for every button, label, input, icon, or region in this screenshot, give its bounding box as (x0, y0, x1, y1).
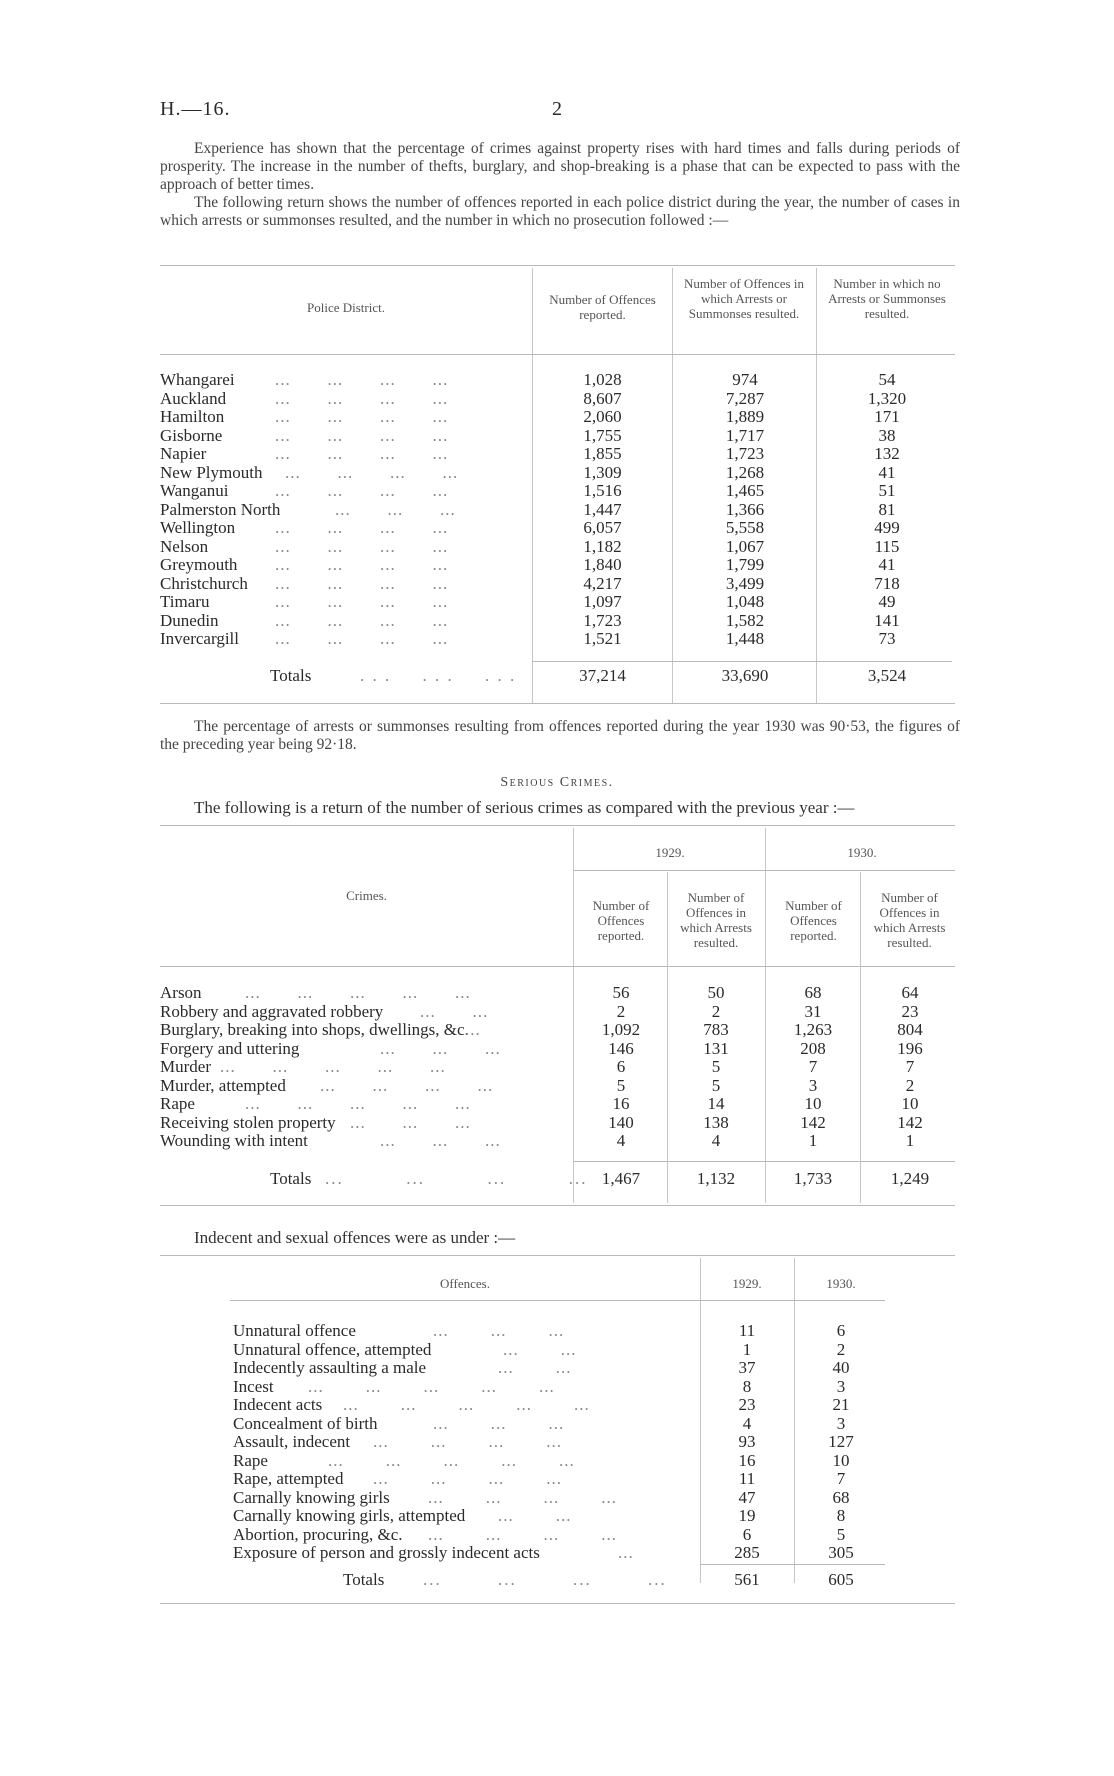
no-arrests-value: 115 (874, 536, 900, 556)
value-1929: 23 (738, 1395, 756, 1414)
table-row (160, 630, 955, 649)
reported-1930-value: 7 (808, 1057, 818, 1076)
reported-value: 1,028 (583, 370, 622, 389)
value-1929: 16 (738, 1450, 756, 1470)
value-1929: 285 (734, 1543, 760, 1562)
leader-dots: ... ... ... ... (320, 1075, 494, 1095)
district-name: Dunedin (160, 610, 219, 630)
percentage-paragraph: The percentage of arrests or summonses resulting from offences reported during the year 1930 was 90·53, the figures of the preceding year being 92·18. (160, 718, 960, 753)
offence-name: Exposure of person and grossly indecent acts (233, 1543, 540, 1562)
leader-dots: ... ... ... (380, 1038, 501, 1058)
reported-value: 1,723 (583, 610, 622, 630)
arrests-value: 1,067 (725, 536, 765, 556)
arrests-1929-value: 2 (711, 1001, 721, 1021)
reported-1929-value: 146 (608, 1038, 634, 1058)
arrests-1930-value: 196 (897, 1038, 923, 1058)
district-name: Napier (160, 444, 207, 463)
totals-label: Totals (270, 666, 312, 685)
col-header-1929-arrests: Number of Offences in which Arrests resulted. (680, 890, 752, 950)
arrests-value: 7,287 (725, 388, 765, 408)
value-1930: 305 (828, 1543, 854, 1562)
document-reference: H.—16. (160, 98, 231, 120)
leader-dots: ... (465, 1020, 481, 1039)
offence-name: Carnally knowing girls, attempted (233, 1506, 466, 1525)
value-1930: 40 (832, 1358, 850, 1377)
table-row (160, 1077, 955, 1096)
col-header-district: Police District. (307, 300, 385, 315)
no-arrests-value: 38 (878, 425, 896, 445)
district-name: Invercargill (160, 629, 239, 648)
reported-1929-value: 5 (616, 1075, 626, 1095)
value-1929: 6 (742, 1524, 752, 1544)
leader-dots: ... ... ... (433, 1413, 565, 1433)
serious-total-1929-arrests: 1,132 (696, 1169, 736, 1188)
reported-value: 8,607 (583, 388, 622, 408)
district-name: Gisborne (160, 425, 223, 445)
reported-value: 1,516 (583, 481, 622, 500)
reported-1930-value: 68 (804, 983, 822, 1002)
leader-dots: ... ... ... ... (275, 388, 449, 408)
arrests-1929-value: 5 (711, 1075, 721, 1095)
value-1930: 21 (832, 1395, 850, 1414)
year-header-1929: 1929. (655, 845, 685, 860)
no-arrests-value: 51 (878, 481, 896, 500)
crime-name: Arson (160, 983, 202, 1002)
reported-value: 1,755 (583, 425, 622, 445)
district-name: Whangarei (160, 370, 235, 389)
reported-1929-value: 56 (612, 983, 630, 1002)
indecent-rows (233, 1322, 888, 1563)
col-header-crimes: Crimes. (346, 888, 387, 903)
col-header-reported: Number of Offences reported. (549, 292, 656, 322)
no-arrests-value: 41 (878, 555, 896, 574)
table-row (160, 984, 955, 1003)
reported-1930-value: 3 (808, 1075, 818, 1095)
table-row (160, 612, 955, 631)
table-row (160, 519, 955, 538)
crime-name: Forgery and uttering (160, 1038, 300, 1058)
table-row (233, 1359, 888, 1378)
value-1930: 7 (836, 1469, 846, 1488)
arrests-value: 3,499 (725, 573, 765, 593)
table-row (160, 1095, 955, 1114)
arrests-1930-value: 10 (901, 1094, 919, 1113)
table-row (160, 538, 955, 557)
reported-value: 6,057 (583, 518, 622, 537)
leader-dots: ... ... ... ... (275, 536, 449, 556)
leader-dots: ... ... ... (335, 499, 456, 519)
reported-1930-value: 10 (804, 1094, 822, 1113)
serious-totals-label: Totals (270, 1169, 312, 1188)
leader-dots: ... ... ... ... ... (328, 1450, 575, 1470)
col-header-1930-arrests: Number of Offences in which Arrests resulted. (873, 890, 946, 950)
table-row (160, 390, 955, 409)
table-row (233, 1378, 888, 1397)
leader-dots: ... ... ... ... (275, 592, 449, 611)
district-name: Greymouth (160, 555, 238, 574)
arrests-value: 1,465 (725, 481, 765, 500)
total-arrests: 33,690 (721, 666, 769, 685)
arrests-value: 1,048 (725, 592, 765, 611)
offence-name: Incest (233, 1376, 274, 1396)
arrests-1929-value: 4 (711, 1131, 721, 1150)
value-1930: 5 (836, 1524, 846, 1544)
offence-name: Indecently assaulting a male (233, 1358, 427, 1377)
value-1929: 1 (742, 1339, 752, 1359)
reported-1930-value: 208 (800, 1038, 826, 1058)
no-arrests-value: 171 (874, 407, 900, 426)
district-name: New Plymouth (160, 462, 263, 482)
police-rows (160, 371, 955, 649)
table-row (233, 1322, 888, 1341)
arrests-value: 1,799 (725, 555, 765, 574)
intro-text (160, 140, 960, 230)
arrests-value: 1,448 (725, 629, 765, 648)
leader-dots: ... ... (503, 1339, 577, 1359)
serious-total-1930-arrests: 1,249 (890, 1169, 930, 1188)
arrests-1930-value: 2 (905, 1075, 915, 1095)
page-number: 2 (552, 98, 562, 120)
table-row (160, 445, 955, 464)
district-name: Timaru (160, 592, 210, 611)
arrests-1929-value: 138 (703, 1112, 729, 1132)
table-row (160, 1003, 955, 1022)
reported-value: 1,521 (583, 629, 622, 648)
arrests-value: 1,889 (725, 407, 765, 426)
crime-name: Murder (160, 1057, 211, 1076)
table-row (160, 371, 955, 390)
table-row (160, 427, 955, 446)
reported-1929-value: 4 (616, 1131, 626, 1150)
leader-dots: ... ... ... ... (275, 518, 449, 537)
total-reported: 37,214 (579, 666, 626, 685)
reported-1929-value: 2 (616, 1001, 626, 1021)
district-name: Wellington (160, 518, 236, 537)
reported-value: 1,097 (583, 592, 622, 611)
value-1929: 11 (738, 1321, 756, 1340)
table-row (233, 1452, 888, 1471)
table-row (233, 1489, 888, 1508)
arrests-1929-value: 5 (711, 1057, 721, 1076)
leader-dots: ... ... ... ... (373, 1432, 562, 1451)
reported-value: 4,217 (583, 573, 622, 593)
value-1930: 2 (836, 1339, 846, 1359)
arrests-1930-value: 1 (905, 1131, 915, 1150)
offence-name: Abortion, procuring, &c. (233, 1524, 403, 1544)
arrests-1929-value: 783 (703, 1020, 729, 1039)
offence-name: Unnatural offence (233, 1321, 356, 1340)
offence-name: Unnatural offence, attempted (233, 1339, 432, 1359)
offence-name: Carnally knowing girls (233, 1487, 390, 1507)
table-row (233, 1341, 888, 1360)
document-page: H.—16. 2 Experience has shown that the percentage of crimes against property rises with hard times and falls during periods of prosperity. The increase in the number of thefts, burglary, and shop-breaking is a phase that can be expected to pass with the approach of better times. The following return shows the number of offences reported in each police district during the year, the number of cases in which arrests or summonses resulted, and the number in which no prosecution followed :— Police District. Number of Offences reported. Number of Offences in which Arrests or Summonses resulted. Number in which no Arrests or Summonses resulted. Whangarei ... ... ... ... 1,028 974 54 Auckland ... ... ... ... 8,607 7,287 1,320 Hamilton ... ... ... ... 2,060 1,889 171 Gisborne ... ... ... ... 1,755 1,717 38 Napier ... ... ... ... 1,855 1,723 132 New Plymouth ... ... ... ... 1,309 1,268 41 Wanganui ... ... ... ... 1,516 1,465 51 Palmerston North ... ... ... 1,447 1,366 81 Wellington ... ... ... ... 6,057 5,558 499 Nelson ... ... ... ... 1,182 1,067 115 Greymouth ... ... ... ... 1,840 1,799 41 Christchurch ... ... ... ... 4,217 3,499 718 Timaru ... ... ... ... 1,097 1,048 49 Dunedin ... ... ... ... 1,723 1,582 141 Invercargill ... ... ... ... 1,521 1,448 73 Totals . . . . . . . . . 37,214 33,690 3,524 The percentage of arrests or summonses resulting from offences reported during the year 1930 was 90·53, the figures of the preceding year being 92·18. Serious Crimes. The following is a return of the number of serious crimes as compared with the previous year :— 1929. 1930. Crimes. Number of Offences reported. Number of Offences in which Arrests resulted. Number of Offences reported. Number of Offences in which Arrests resulted. Arson ... ... ... ... ... 56 50 68 64 Robbery and aggravated robbery ... ... 2 2 31 23 Burglary, breaking into shops, dwellings, &c. ... 1,092 783 1,263 804 Forgery and uttering ... ... ... 146 131 208 196 Murder ... ... ... ... ... 6 5 7 7 Murder, attempted ... ... ... ... 5 5 3 2 Rape ... ... ... ... ... 16 14 10 10 Receiving stolen property ... ... ... 140 138 142 142 Wounding with intent ... ... ... 4 4 1 1 Totals ... ... ... ... 1,467 1,132 1,733 1,249 Indecent and sexual offences were as under :— Offences. 1929. 1930. Unnatural offence ... ... ... 11 6 Unnatural offence, attempted ... ... 1 2 Indecently assaulting a male ... ... 37 40 Incest ... ... ... ... ... 8 3 Indecent acts ... ... ... ... ... 23 21 Concealment of birth ... ... ... 4 3 Assault, indecent ... ... ... ... 93 127 Rape ... ... ... ... ... 16 10 Rape, attempted ... ... ... ... 11 7 Carnally knowing girls ... ... ... ... 47 68 Carnally knowing girls, attempted ... ... 19 8 Abortion, procuring, &c. ... ... ... ... 6 5 Exposure of person and grossly indecent acts ... 285 305 Totals ... ... ... ... 561 605 (0, 0, 1114, 1776)
crime-name: Rape (160, 1094, 195, 1113)
value-1930: 68 (832, 1487, 850, 1507)
value-1930: 8 (836, 1506, 846, 1525)
reported-1930-value: 1,263 (793, 1020, 833, 1039)
value-1929: 37 (738, 1358, 756, 1377)
intro-paragraph-1: Experience has shown that the percentage of crimes against property rises with hard times and falls during periods of prosperity. The increase in the number of thefts, burglary, and shop-breaking is a phase that can be expected to pass with the approach of better times. (160, 140, 960, 193)
district-name: Nelson (160, 536, 209, 556)
leader-dots: ... ... ... ... (428, 1524, 617, 1544)
arrests-value: 1,717 (725, 425, 765, 445)
col-header-offences: Offences. (440, 1276, 490, 1291)
offence-name: Rape, attempted (233, 1469, 344, 1488)
leader-dots: ... ... ... ... ... (308, 1376, 555, 1396)
arrests-value: 1,268 (725, 462, 765, 482)
arrests-1929-value: 50 (707, 983, 725, 1002)
offence-name: Concealment of birth (233, 1413, 378, 1433)
table-row (160, 501, 955, 520)
arrests-1930-value: 804 (897, 1020, 923, 1039)
district-name: Palmerston North (160, 499, 281, 519)
arrests-value: 1,723 (725, 444, 765, 463)
reported-value: 1,182 (583, 536, 622, 556)
no-arrests-value: 54 (878, 370, 896, 389)
value-1929: 19 (738, 1506, 756, 1525)
leader-dots: ... ... (420, 1001, 489, 1021)
table-row (160, 1058, 955, 1077)
value-1930: 127 (828, 1432, 854, 1451)
leader-dots: ... ... (498, 1358, 572, 1377)
col-header-no-arrests: Number in which no Arrests or Summonses resulted. (828, 276, 946, 321)
table-row (160, 408, 955, 427)
district-name: Auckland (160, 388, 227, 408)
value-1929: 8 (742, 1376, 752, 1396)
year-header-1930: 1930. (847, 845, 877, 860)
serious-total-1930-reported: 1,733 (793, 1169, 833, 1188)
reported-1929-value: 1,092 (601, 1020, 641, 1039)
reported-1930-value: 31 (804, 1001, 822, 1021)
offence-name: Assault, indecent (233, 1432, 351, 1451)
no-arrests-value: 73 (878, 629, 896, 648)
crime-name: Wounding with intent (160, 1131, 308, 1150)
no-arrests-value: 41 (878, 462, 896, 482)
value-1929: 11 (738, 1469, 756, 1488)
leader-dots: ... ... ... ... (275, 555, 449, 574)
table-row (160, 575, 955, 594)
arrests-1929-value: 131 (703, 1038, 729, 1058)
indecent-total-1929: 561 (734, 1570, 760, 1589)
reported-1929-value: 140 (608, 1112, 634, 1132)
leader-dots: ... ... ... ... (275, 573, 449, 593)
table-row (160, 556, 955, 575)
table-row (233, 1470, 888, 1489)
no-arrests-value: 132 (874, 444, 900, 463)
value-1930: 3 (836, 1413, 846, 1433)
col-header-1929: 1929. (732, 1276, 762, 1291)
col-header-1929-reported: Number of Offences reported. (592, 898, 650, 943)
value-1930: 3 (836, 1376, 846, 1396)
serious-total-1929-reported: 1,467 (601, 1169, 641, 1188)
leader-dots: ... ... ... ... (275, 407, 449, 426)
indecent-totals-label: Totals (343, 1570, 385, 1589)
table-row (160, 482, 955, 501)
district-name: Wanganui (160, 481, 229, 500)
value-1929: 93 (738, 1432, 756, 1451)
leader-dots: ... ... ... (433, 1321, 565, 1340)
arrests-1930-value: 142 (897, 1112, 923, 1132)
table-row (160, 1114, 955, 1133)
intro-paragraph-2: The following return shows the number of offences reported in each police district during the year, the number of cases in which arrests or summonses resulted, and the number in which no prosecution followed :— (160, 194, 960, 229)
total-no-arrests: 3,524 (867, 666, 907, 685)
col-header-1930-reported: Number of Offences reported. (785, 898, 842, 943)
value-1930: 10 (832, 1450, 850, 1470)
crime-name: Receiving stolen property (160, 1112, 336, 1132)
leader-dots: ... ... ... ... (275, 629, 449, 648)
offence-name: Indecent acts (233, 1395, 323, 1414)
district-name: Christchurch (160, 573, 248, 593)
reported-value: 1,855 (583, 444, 622, 463)
reported-1930-value: 142 (800, 1112, 826, 1132)
percentage-text (160, 718, 960, 754)
arrests-1930-value: 23 (901, 1001, 919, 1021)
leader-dots: ... ... ... ... (275, 444, 449, 463)
no-arrests-value: 499 (874, 518, 900, 537)
crime-name: Robbery and aggravated robbery (160, 1001, 384, 1021)
table-row (233, 1526, 888, 1545)
indecent-intro: Indecent and sexual offences were as under :— (194, 1228, 516, 1247)
reported-value: 1,309 (583, 462, 622, 482)
serious-crimes-intro: The following is a return of the number of serious crimes as compared with the previous year :— (194, 798, 855, 817)
arrests-value: 974 (732, 370, 758, 389)
serious-rows (160, 984, 955, 1151)
table-row (233, 1507, 888, 1526)
table-row (160, 1021, 955, 1040)
leader-dots: ... ... ... ... (373, 1469, 562, 1488)
value-1929: 47 (738, 1487, 756, 1507)
crime-name: Burglary, breaking into shops, dwellings, &c. (160, 1020, 469, 1039)
indecent-total-1930: 605 (828, 1570, 854, 1589)
reported-1929-value: 16 (612, 1094, 630, 1113)
col-header-arrests: Number of Offences in which Arrests or Summonses resulted. (684, 276, 804, 321)
reported-1930-value: 1 (808, 1131, 818, 1150)
leader-dots: ... ... ... ... ... (343, 1395, 590, 1414)
leader-dots: ... ... ... ... (285, 462, 459, 482)
no-arrests-value: 1,320 (867, 388, 907, 408)
table-row (233, 1544, 888, 1563)
serious-crimes-title: Serious Crimes. (500, 775, 614, 790)
table-row (160, 464, 955, 483)
arrests-value: 1,582 (725, 610, 765, 630)
table-row (160, 1040, 955, 1059)
leader-dots: ... ... ... ... (428, 1487, 617, 1507)
leader-dots: ... ... ... ... ... (220, 1057, 446, 1076)
arrests-1930-value: 7 (905, 1057, 915, 1076)
table-row (233, 1396, 888, 1415)
leader-dots: ... ... (498, 1506, 572, 1525)
leader-dots: ... (618, 1543, 634, 1562)
value-1929: 4 (742, 1413, 752, 1433)
crime-name: Murder, attempted (160, 1075, 286, 1095)
no-arrests-value: 718 (874, 573, 900, 593)
reported-value: 2,060 (583, 407, 622, 426)
leader-dots: ... ... ... ... (275, 481, 449, 500)
offence-name: Rape (233, 1450, 268, 1470)
arrests-value: 5,558 (725, 518, 765, 537)
value-1930: 6 (836, 1321, 846, 1340)
arrests-1929-value: 14 (707, 1094, 725, 1113)
leader-dots: ... ... ... ... ... (245, 983, 471, 1002)
table-row (233, 1433, 888, 1452)
no-arrests-value: 49 (878, 592, 896, 611)
leader-dots: ... ... ... ... (275, 610, 449, 630)
reported-value: 1,447 (583, 499, 622, 519)
arrests-value: 1,366 (725, 499, 765, 519)
leader-dots: ... ... ... ... (275, 370, 449, 389)
table-row (160, 1132, 955, 1151)
leader-dots: ... ... ... (350, 1112, 471, 1132)
no-arrests-value: 81 (878, 499, 896, 519)
reported-value: 1,840 (583, 555, 622, 574)
leader-dots: ... ... ... (380, 1131, 501, 1150)
arrests-1930-value: 64 (901, 983, 919, 1002)
reported-1929-value: 6 (616, 1057, 626, 1076)
table-row (233, 1415, 888, 1434)
table-row (160, 593, 955, 612)
district-name: Hamilton (160, 407, 225, 426)
leader-dots: ... ... ... ... ... (245, 1094, 471, 1113)
col-header-1930: 1930. (826, 1276, 856, 1291)
no-arrests-value: 141 (874, 610, 900, 630)
leader-dots: ... ... ... ... (275, 425, 449, 445)
